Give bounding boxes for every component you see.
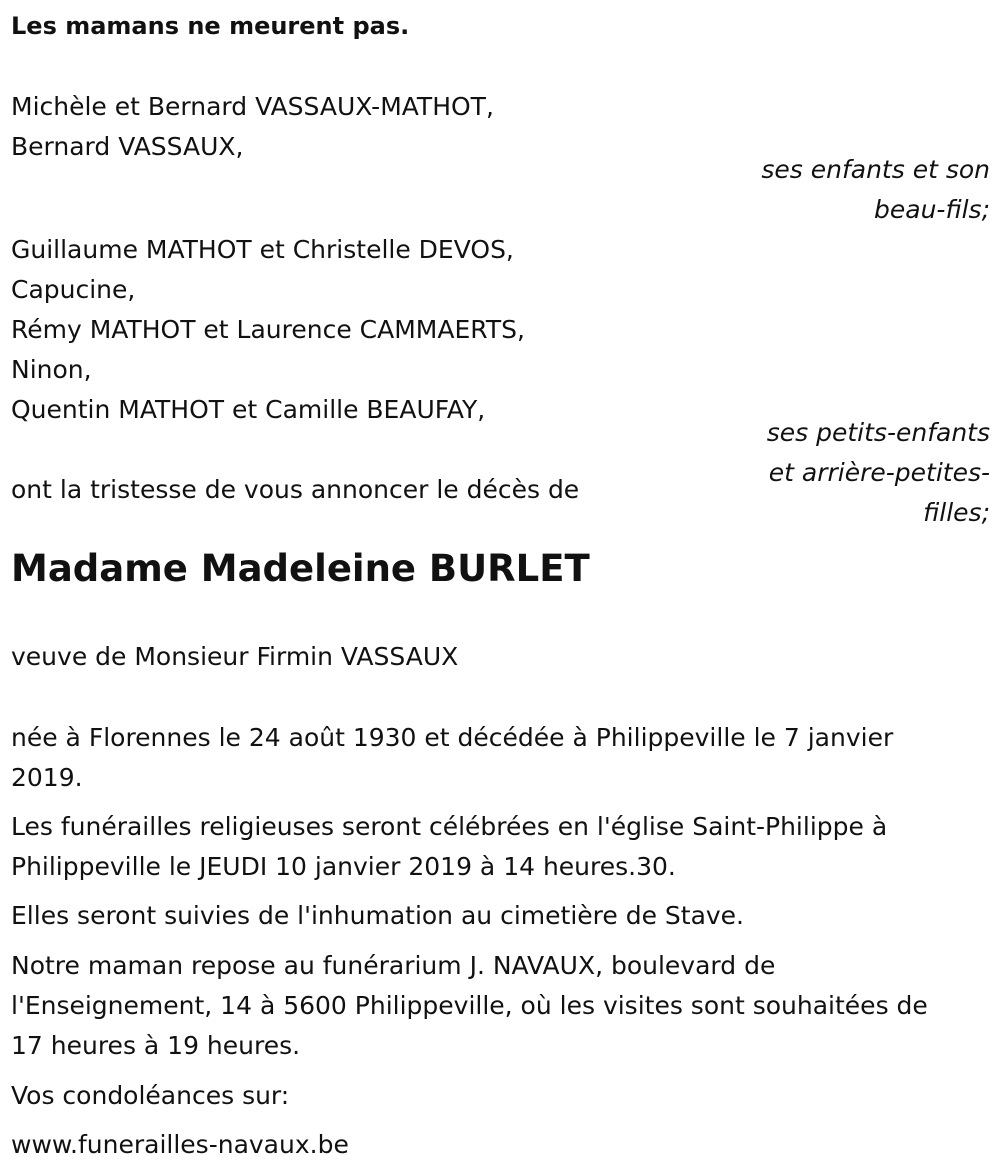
rest-place-line-3: 17 heures à 19 heures. bbox=[11, 1031, 301, 1060]
grandchildren-role-line-2: et arrière-petites- bbox=[768, 458, 990, 487]
grandchild-name-4: Ninon, bbox=[11, 355, 92, 384]
condolences-label: Vos condoléances sur: bbox=[11, 1081, 290, 1110]
widow-of-line: veuve de Monsieur Firmin VASSAUX bbox=[11, 642, 459, 671]
funeral-line-2: Philippeville le JEUDI 10 janvier 2019 à 14 heures.30. bbox=[11, 852, 676, 881]
grandchild-name-3: Rémy MATHOT et Laurence CAMMAERTS, bbox=[11, 315, 525, 344]
rest-place-line-1: Notre maman repose au funérarium J. NAVAUX, boulevard de bbox=[11, 951, 776, 980]
deceased-name: Madame Madeleine BURLET bbox=[11, 547, 590, 590]
burial-line: Elles seront suivies de l'inhumation au cimetière de Stave. bbox=[11, 901, 745, 930]
announcement-line: ont la tristesse de vous annoncer le décès de bbox=[11, 475, 580, 504]
children-role-line-1: ses enfants et son bbox=[761, 155, 990, 184]
birth-death-line-2: 2019. bbox=[11, 763, 83, 792]
child-name-1: Michèle et Bernard VASSAUX-MATHOT, bbox=[11, 92, 494, 121]
condolences-link[interactable]: www.funerailles-navaux.be bbox=[11, 1130, 349, 1159]
child-name-2: Bernard VASSAUX, bbox=[11, 132, 244, 161]
grandchild-name-1: Guillaume MATHOT et Christelle DEVOS, bbox=[11, 235, 514, 264]
rest-place-line-2: l'Enseignement, 14 à 5600 Philippeville, où les visites sont souhaitées de bbox=[11, 991, 928, 1020]
birth-death-line-1: née à Florennes le 24 août 1930 et décédée à Philippeville le 7 janvier bbox=[11, 723, 894, 752]
grandchild-name-5: Quentin MATHOT et Camille BEAUFAY, bbox=[11, 395, 486, 424]
opening-line: Les mamans ne meurent pas. bbox=[11, 12, 410, 40]
children-role-line-2: beau-fils; bbox=[874, 195, 990, 224]
grandchildren-role-line-3: filles; bbox=[923, 498, 990, 527]
funeral-line-1: Les funérailles religieuses seront célébrées en l'église Saint-Philippe à bbox=[11, 812, 888, 841]
grandchild-name-2: Capucine, bbox=[11, 275, 136, 304]
grandchildren-role-line-1: ses petits-enfants bbox=[766, 418, 990, 447]
